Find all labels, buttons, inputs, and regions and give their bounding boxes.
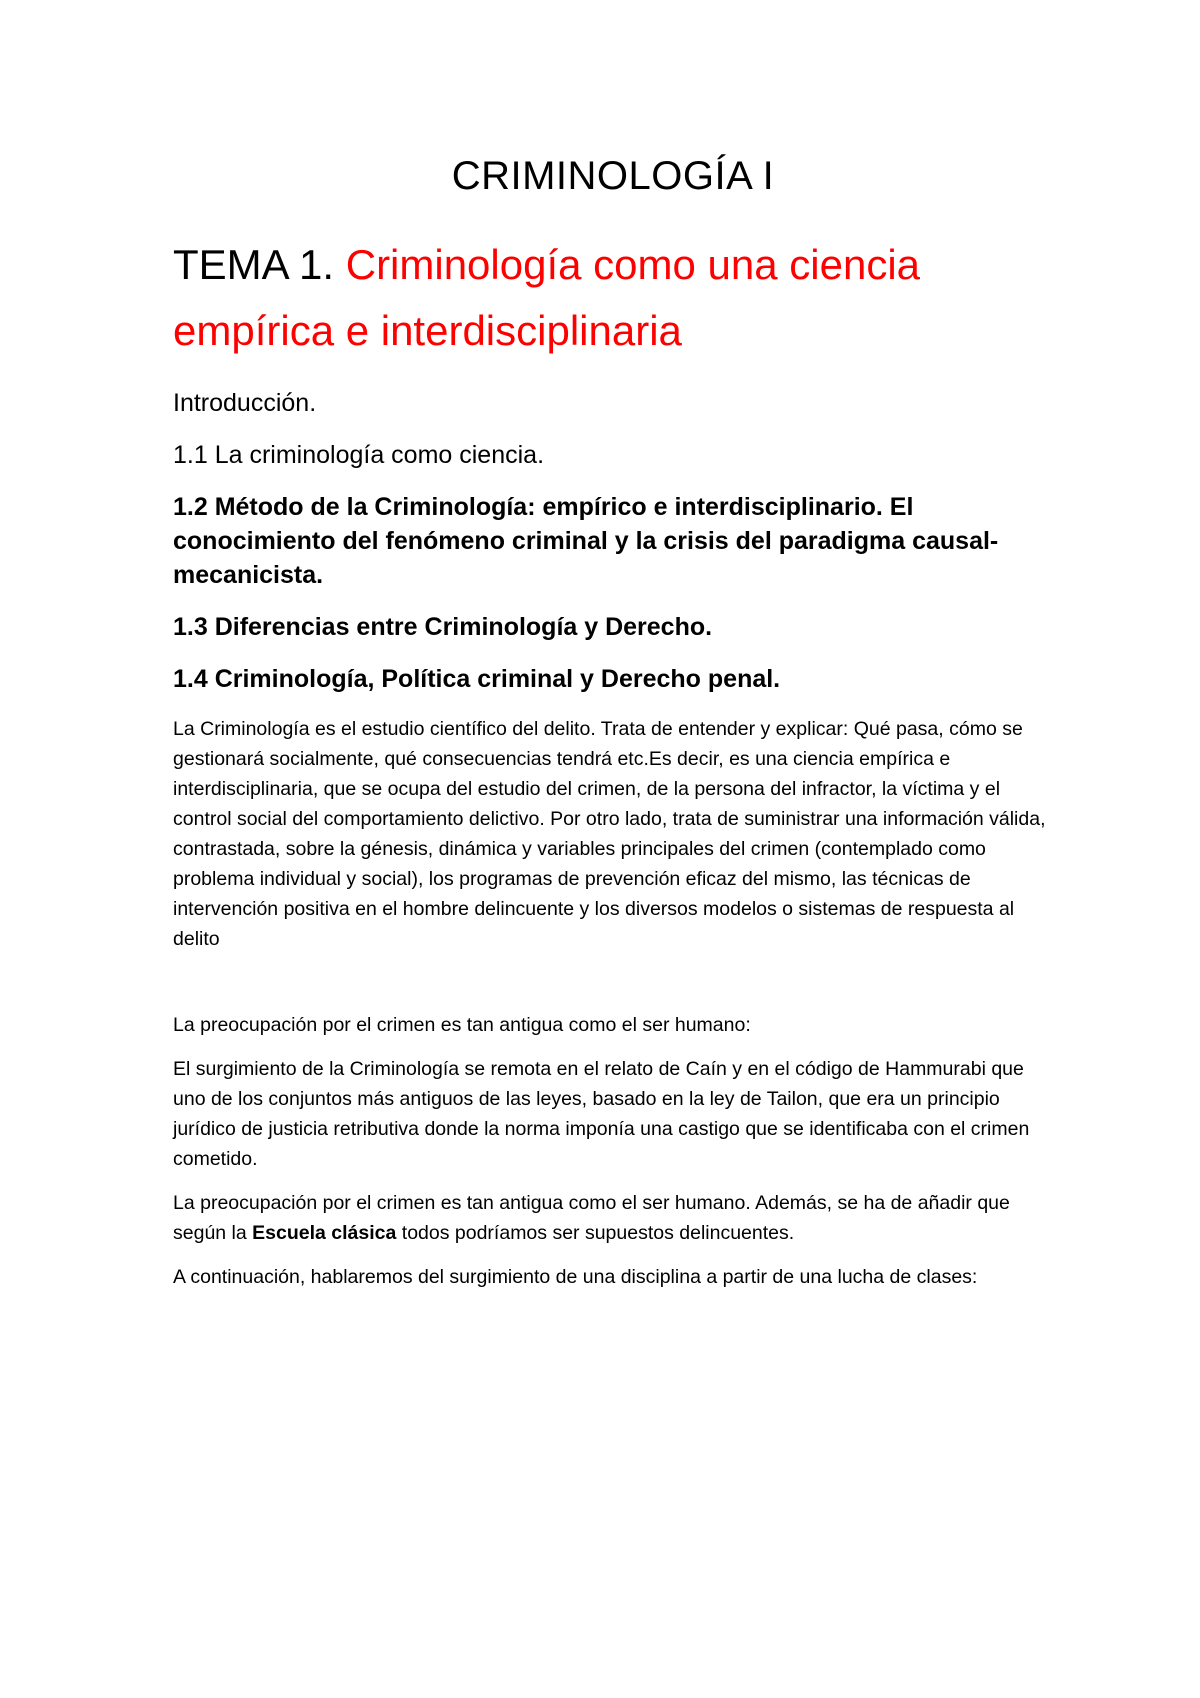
paragraph-escuela-clasica [173, 1188, 1053, 1248]
paragraph-definition: La Criminología es el estudio científico del delito. Trata de entender y explicar: Qué pasa, cómo se gestionará socialmente, qué consecuencias tendrá etc.Es decir, es una ciencia empírica e interdisciplinaria, que se ocupa del estudio del crimen, de la persona del infractor, la víctima y el control social del comportamiento delictivo. Por otro lado, trata de suministrar una información válida, contrastada, sobre la génesis, dinámica y variables principales del crimen (contemplado como problema individual y social), los programas de prevención eficaz del mismo, las técnicas de intervención positiva en el hombre delincuente y los diversos modelos o sistemas de respuesta al delito [173, 718, 1046, 950]
index-item-1-4: 1.4 Criminología, Política criminal y Derecho penal. [173, 665, 781, 693]
index-introduccion: Introducción. [173, 389, 317, 417]
paragraph-escuela-text-before: La preocupación por el crimen es tan antigua como el ser humano. Además, se ha de añadir que según la [173, 1192, 1010, 1244]
tema-prefix: TEMA 1. [173, 241, 335, 288]
document-title: CRIMINOLOGÍA I [451, 154, 775, 198]
spacer [173, 968, 1053, 1010]
paragraph-continuacion: A continuación, hablaremos del surgimiento de una disciplina a partir de una lucha de clases: [173, 1266, 978, 1288]
index-item-1-3: 1.3 Diferencias entre Criminología y Derecho. [173, 613, 713, 641]
index-item-1-1: 1.1 La criminología como ciencia. [173, 441, 545, 469]
paragraph-escuela-text-after: todos podríamos ser supuestos delincuentes. [396, 1222, 795, 1244]
tema-heading [173, 232, 1053, 364]
escuela-clasica-term: Escuela clásica [252, 1222, 397, 1244]
index-item-1-2: 1.2 Método de la Criminología: empírico e interdisciplinario. El conocimiento del fenómeno criminal y la crisis del paradigma causal-mecanicista. [173, 493, 999, 589]
paragraph-surgimiento: El surgimiento de la Criminología se remota en el relato de Caín y en el código de Hammurabi que uno de los conjuntos más antiguos de las leyes, basado en la ley de Tailon, que era un principio jurídico de justicia retributiva donde la norma imponía una castigo que se identificaba con el crimen cometido. [173, 1058, 1030, 1170]
document-content [173, 150, 1053, 1306]
tema-title: Criminología como una ciencia empírica e interdisciplinaria [173, 241, 921, 354]
paragraph-preocupacion: La preocupación por el crimen es tan antigua como el ser humano: [173, 1014, 751, 1036]
